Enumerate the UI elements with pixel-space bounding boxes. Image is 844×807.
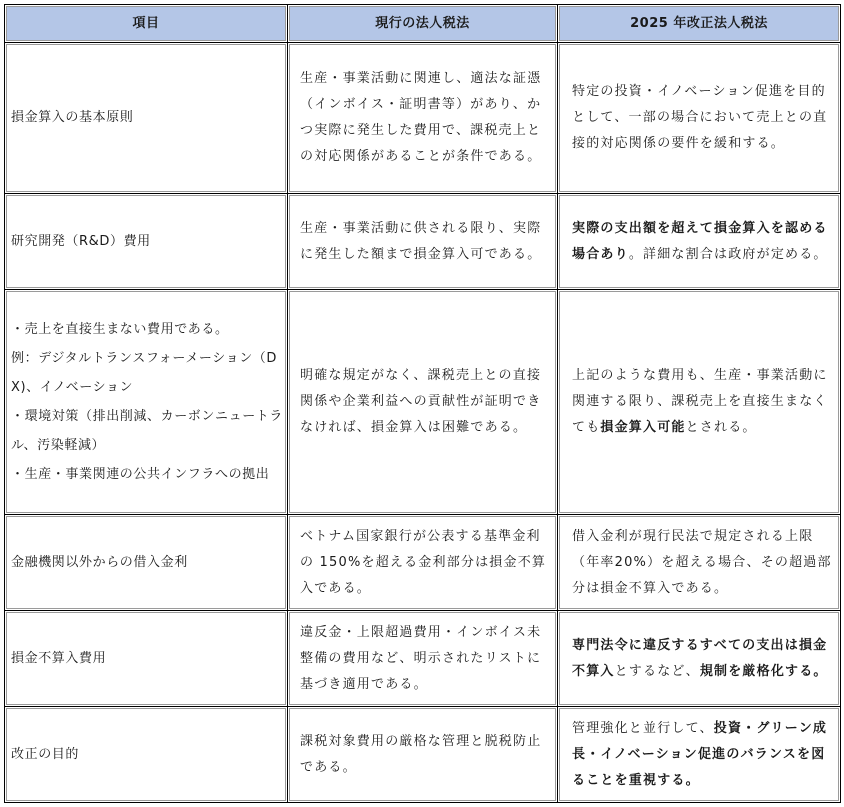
item-line-environment: ・環境対策（排出削減、カーボンニュートラル、汚染軽減） [11,409,284,453]
row-item-rnd: 研究開発（R&D）費用 [5,194,288,290]
table-row [5,611,841,707]
revised-rnd-emphasis: 実際の支出額を超えて損金算入を認める場合あり [572,220,828,262]
row-revised-purpose [558,707,841,803]
row-revised-interest: 借入金利が現行民法で規定される上限（年率20%）を超える場合、その超過部分は損金不算入である。 [558,515,841,611]
revised-nonrevenue-emphasis: 損金算入可能 [600,420,686,435]
row-current-nonrevenue-costs: 明確な規定がなく、課税売上との直接関係や企業利益への貢献性が証明できなければ、損金算入は困難である。 [288,290,558,515]
revised-nondeductible-mid: とするなど、 [614,663,700,679]
comparison-table [4,4,841,803]
table-row [5,290,841,515]
table-row [5,515,841,611]
row-revised-rnd [558,194,841,290]
row-current-nondeductible: 違反金・上限超過費用・インボイス未整備の費用など、明示されたリストに基づき適用である。 [288,611,558,707]
item-line-infrastructure: ・生産・事業関連の公共インフラへの拠出 [11,467,270,482]
row-revised-nonrevenue-costs [558,290,841,515]
revised-nondeductible-emphasis-2: 規制を厳格化する。 [699,663,828,679]
row-item-purpose: 改正の目的 [5,707,288,803]
row-current-deduction-principle: 生産・事業活動に関連し、適法な証憑（インボイス・証明書等）があり、かつ実際に発生した費用で、課税売上との対応関係があることが条件である。 [288,43,558,194]
revised-purpose-emphasis: 投資・グリーン成長・イノベーション促進のバランスを図ることを重視する。 [572,720,828,788]
revised-rnd-detail: 。詳細な割合は政府が定める。 [628,246,828,262]
row-revised-nondeductible [558,611,841,707]
revised-purpose-pre: 管理強化と並行して、 [572,720,714,736]
row-item-nondeductible: 損金不算入費用 [5,611,288,707]
row-item-nonrevenue-costs [5,290,288,515]
row-current-purpose: 課税対象費用の厳格な管理と脱税防止である。 [288,707,558,803]
row-revised-deduction-principle: 特定の投資・イノベーション促進を目的として、一部の場合において売上との直接的対応関係の要件を緩和する。 [558,43,841,194]
row-current-rnd: 生産・事業活動に供される限り、実際に発生した額まで損金算入可である。 [288,194,558,290]
row-item-interest: 金融機関以外からの借入金利 [5,515,288,611]
row-item-deduction-principle: 損金算入の基本原則 [5,43,288,194]
revised-nondeductible-emphasis-1: 専門法令に違反するすべての支出は損金不算入 [572,637,828,679]
row-current-interest: ベトナム国家銀行が公表する基準金利の 150%を超える金利部分は損金不算入である。 [288,515,558,611]
header-row [5,5,841,43]
item-line-nonrevenue: ・売上を直接生まない費用である。 [11,322,229,337]
revised-nonrevenue-pre: 上記のような費用も、生産・事業活動に関連する限り、課税売上を直接生まなくても [572,368,828,435]
header-current-law: 現行の法人税法 [288,5,558,43]
revised-nonrevenue-post: とされる。 [685,420,757,435]
item-line-example-dx: 例：デジタルトランスフォーメーション（DX)、イノベーション [11,351,278,395]
header-item: 項目 [5,5,288,43]
table-row [5,43,841,194]
table-row [5,194,841,290]
header-revised-law: 2025 年改正法人税法 [558,5,841,43]
table-row [5,707,841,803]
